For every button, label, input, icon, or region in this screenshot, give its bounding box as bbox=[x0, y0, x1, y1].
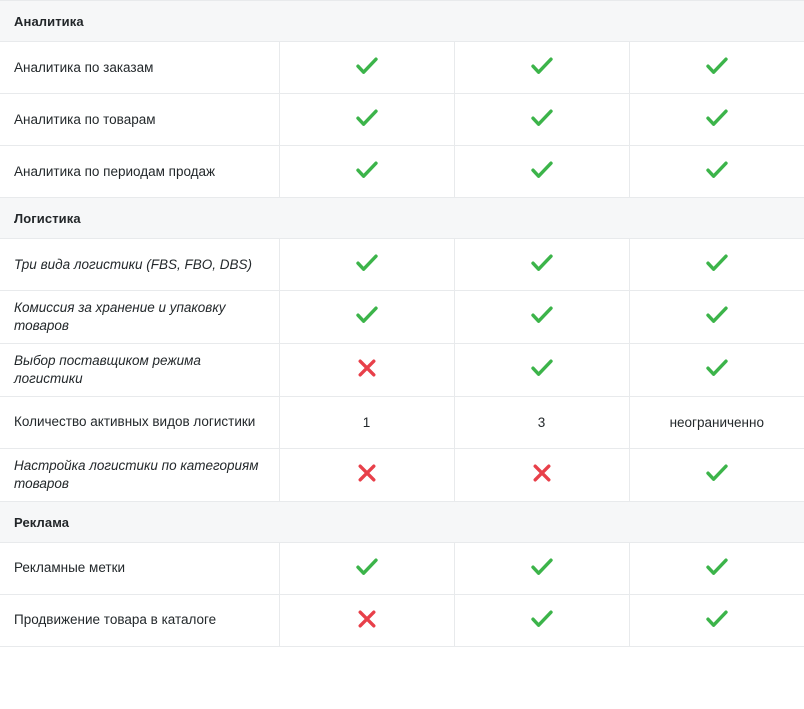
plan-cell bbox=[279, 94, 454, 146]
section-title: Аналитика bbox=[0, 1, 804, 42]
feature-label: Продвижение товара в каталоге bbox=[0, 594, 279, 646]
cross-icon bbox=[357, 463, 377, 483]
section-header-row bbox=[0, 501, 804, 542]
plan-cell bbox=[454, 42, 629, 94]
table-row bbox=[0, 291, 804, 344]
plan-value: 1 bbox=[362, 414, 371, 430]
plan-cell bbox=[279, 146, 454, 198]
check-icon bbox=[356, 558, 378, 576]
check-icon bbox=[531, 57, 553, 75]
check-icon bbox=[356, 306, 378, 324]
feature-label: Аналитика по заказам bbox=[0, 42, 279, 94]
check-icon bbox=[531, 254, 553, 272]
table-row bbox=[0, 239, 804, 291]
table-row bbox=[0, 42, 804, 94]
plan-cell bbox=[279, 42, 454, 94]
plan-cell bbox=[629, 146, 804, 198]
check-icon bbox=[706, 464, 728, 482]
plan-cell bbox=[279, 239, 454, 291]
plan-cell bbox=[454, 542, 629, 594]
table-row bbox=[0, 94, 804, 146]
check-icon bbox=[531, 109, 553, 127]
section-header-row bbox=[0, 198, 804, 239]
check-icon bbox=[706, 306, 728, 324]
check-icon bbox=[531, 306, 553, 324]
check-icon bbox=[706, 558, 728, 576]
table-row bbox=[0, 448, 804, 501]
cross-icon bbox=[532, 463, 552, 483]
plan-cell bbox=[629, 239, 804, 291]
check-icon bbox=[706, 57, 728, 75]
feature-label: Комиссия за хранение и упаковку товаров bbox=[0, 291, 279, 344]
plan-cell bbox=[279, 542, 454, 594]
check-icon bbox=[531, 161, 553, 179]
cross-icon bbox=[357, 609, 377, 629]
table-row bbox=[0, 542, 804, 594]
plan-cell bbox=[454, 94, 629, 146]
plan-cell bbox=[454, 291, 629, 344]
plan-cell bbox=[454, 594, 629, 646]
feature-label: Аналитика по периодам продаж bbox=[0, 146, 279, 198]
feature-label: Настройка логистики по категориям товаров bbox=[0, 448, 279, 501]
check-icon bbox=[706, 161, 728, 179]
plan-cell bbox=[629, 448, 804, 501]
plan-cell bbox=[454, 396, 629, 448]
check-icon bbox=[356, 109, 378, 127]
table-row bbox=[0, 146, 804, 198]
plan-cell bbox=[279, 343, 454, 396]
plan-cell bbox=[629, 396, 804, 448]
plan-cell bbox=[279, 448, 454, 501]
plan-cell bbox=[454, 343, 629, 396]
feature-label: Три вида логистики (FBS, FBO, DBS) bbox=[0, 239, 279, 291]
check-icon bbox=[706, 254, 728, 272]
plan-cell bbox=[629, 291, 804, 344]
check-icon bbox=[356, 254, 378, 272]
check-icon bbox=[706, 610, 728, 628]
table-row bbox=[0, 594, 804, 646]
plan-value: 3 bbox=[537, 414, 546, 430]
check-icon bbox=[706, 359, 728, 377]
plan-value: неограниченно bbox=[669, 414, 764, 430]
plan-cell bbox=[454, 239, 629, 291]
cross-icon bbox=[357, 358, 377, 378]
plan-cell bbox=[279, 291, 454, 344]
plan-cell bbox=[629, 343, 804, 396]
feature-label: Количество активных видов логистики bbox=[0, 396, 279, 448]
plan-cell bbox=[454, 146, 629, 198]
check-icon bbox=[531, 558, 553, 576]
plan-cell bbox=[279, 396, 454, 448]
plan-cell bbox=[454, 448, 629, 501]
table-row bbox=[0, 396, 804, 448]
check-icon bbox=[531, 610, 553, 628]
section-title: Реклама bbox=[0, 501, 804, 542]
check-icon bbox=[531, 359, 553, 377]
plan-cell bbox=[629, 42, 804, 94]
feature-label: Рекламные метки bbox=[0, 542, 279, 594]
table-row bbox=[0, 343, 804, 396]
plan-cell bbox=[629, 594, 804, 646]
section-header-row bbox=[0, 1, 804, 42]
feature-label: Аналитика по товарам bbox=[0, 94, 279, 146]
plan-cell bbox=[279, 594, 454, 646]
plan-cell bbox=[629, 94, 804, 146]
section-title: Логистика bbox=[0, 198, 804, 239]
check-icon bbox=[356, 161, 378, 179]
feature-label: Выбор поставщиком режима логистики bbox=[0, 343, 279, 396]
check-icon bbox=[706, 109, 728, 127]
table-body bbox=[0, 1, 804, 647]
check-icon bbox=[356, 57, 378, 75]
plan-cell bbox=[629, 542, 804, 594]
